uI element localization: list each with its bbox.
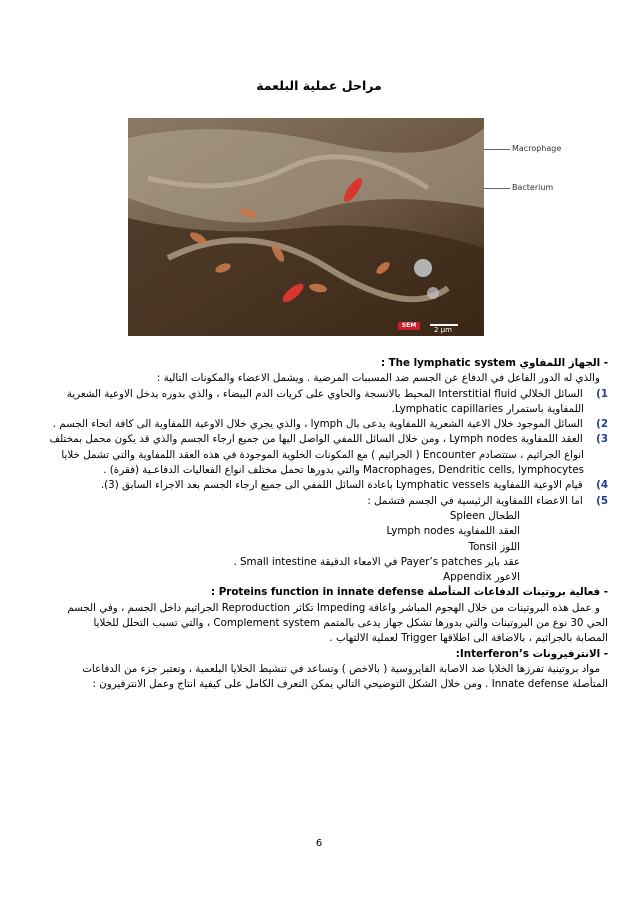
lymph-item-1-cont: اللمفاوية باستمرار Lymphatic capillaries. [391,402,584,415]
item-number: 1) [596,387,608,400]
item-text: السائل الموجود خلال الاعية الشعرية اللمفاوية يدعى بال lymph ، والذي يجري خلال الاوعية اللمفاوية الى كافة انحاء الجسم . [52,418,583,431]
proteins-line-1: و عمل هذه البروتينات من خلال الهجوم المباشر واعاقة Impeding تكاثر Reproduction الجراثيم داخل الجسم ، وفي الجسم [67,601,600,614]
lymph-item-5 [18,494,608,509]
item-text: السائل الخلالي Interstitial fluid المحيط بالانسجة والحاوي على كريات الدم البيضاء ، والذي بدوره يدخل الاوعية الشعرية [66,387,583,400]
lymphatic-intro: والذي له الدور الفاعل في الدفاع عن الجسم ضد المسببات المرضية . ويشمل الاعضاء والمكونات التالية : [156,372,600,385]
list-item: ● الطحال Spleen [18,509,520,524]
lymph-item-2 [18,417,608,432]
scale-label: 2 μm [434,326,452,334]
list-item: ● عقد باير Payer’s patches في الامعاء الدقيقة Small intestine . [18,555,520,570]
list-item: ● اللوز Tonsil [18,540,520,555]
page-title: مراحل عملية البلعمة [256,78,382,93]
macrophage-pointer [484,149,510,150]
page-number: 6 [315,838,323,849]
lymph-item-3-cont: انواع الجراثيم ، ستتصادم Encounter ( الجراثيم ) مع المكونات الخلوية الموجودة في هذه العقد اللمفاوية والتي تشمل خلايا [61,448,584,461]
interferon-line-2: المتأصلة Innate defense . ومن خلال الشكل التوضيحي التالي يمكن التعرف الكامل على كيفية انتاج وعمل الانترفيرون : [92,678,608,691]
sem-badge: SEM [398,322,420,330]
lymph-item-3-cont2: Macrophages, Dendritic cells, lymphocytes والتي بدورها تحمل مختلف انواع الفعاليات الدفاعـية (فقرة) . [103,464,584,477]
interferon-heading: - الانترفيرونات Interferon’s: [455,647,608,660]
item-text: العقد اللمفاوية Lymph nodes ، ومن خلال السائل اللمفي الواصل اليها من جميع ارجاء الجسم والذي قد يكون محمل بمختلف [49,433,583,446]
item-number: 4) [596,479,608,492]
proteins-line-3: المصابة بالجراثيم ، بالاضافة الى اطلاقها Trigger لعملية الالتهاب . [329,632,608,645]
item-text: قيام الاوعية اللمفاوية Lymphatic vessels باعادة السائل اللمفي الى جميع ارجاء الجسم بعد الاجراء السابق (3). [100,479,583,492]
list-item: ● الاعور Appendix [18,570,520,585]
item-number: 5) [596,494,608,507]
lymph-item-3 [18,432,608,447]
micrograph-image [128,118,484,336]
item-text: اما الاعضاء اللمفاوية الرئيسية في الجسم فتشمل : [367,494,583,507]
lymph-organs-list [18,509,608,585]
macrophage-label: Macrophage [512,144,562,153]
lymph-item-1 [18,387,608,402]
interferon-line-1: مواد بروتينية تفرزها الخلايا ضد الاصابة الفايروسية ( بالاخص ) وتساعد في تنشيط الخلايا البلعمية ، وتعتبر جزء من الدفاعات [82,662,600,675]
item-number: 2) [596,418,608,431]
item-number: 3) [596,433,608,446]
proteins-line-2: الحي 30 نوع من البروتينات والتي بدورها تشكل جهاز يدعى بالمتمم Complement system ، والتي تسبب التحلل للخلايا [93,617,608,630]
body-text [18,356,608,693]
proteins-heading: - فعالية بروتينات الدفاعات المتأصلة Proteins function in innate defense : [211,586,608,599]
phagocytosis-micrograph [128,118,484,336]
list-item: ● العقد اللمفاوية Lymph nodes [18,524,520,539]
bacterium-pointer [484,188,510,189]
bacterium-label: Bacterium [512,183,554,192]
lymph-item-4 [18,478,608,493]
lymphatic-heading: - الجهاز اللمفاوي The lymphatic system : [380,357,608,369]
